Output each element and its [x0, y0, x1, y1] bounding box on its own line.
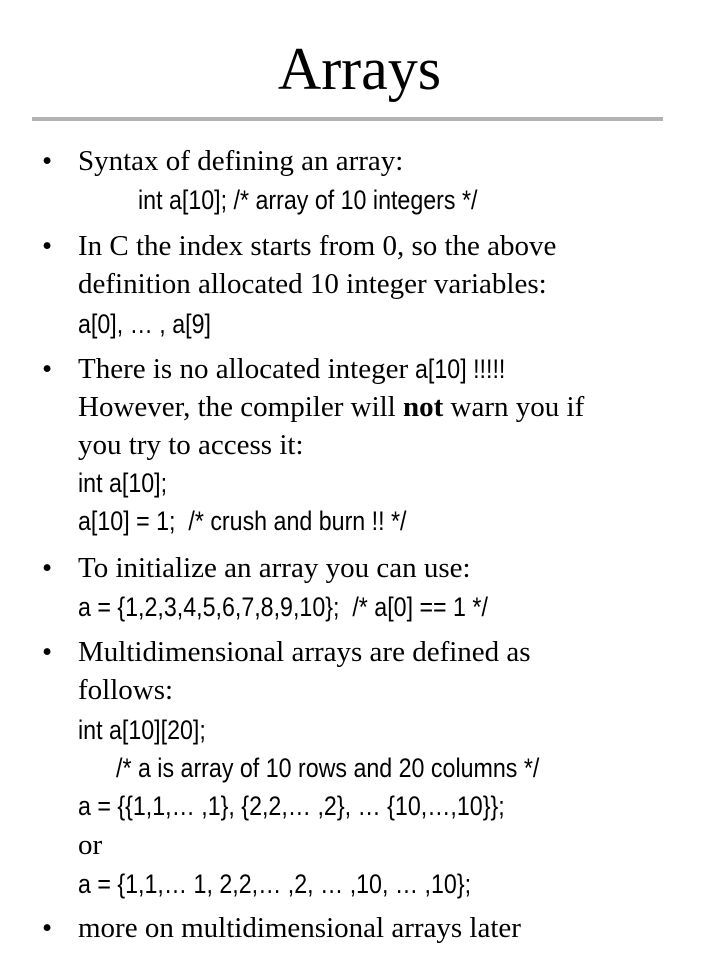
bullet-5-line-1: Multidimensional arrays are defined as — [78, 636, 531, 668]
bullet-2-line-2: definition allocated 10 integer variables: — [78, 268, 547, 300]
bullet-4-code: a = {1,2,3,4,5,6,7,8,9,10}; /* a[0] == 1 */ — [78, 592, 488, 622]
bullet-3-line-1 — [78, 352, 520, 386]
bullet-3-line-2-pre: However, the compiler will — [78, 391, 396, 423]
bullet-2-code: a[0], … , a[9] — [78, 309, 211, 339]
bullet-2-line-1: In C the index starts from 0, so the above — [78, 230, 557, 262]
title-divider — [32, 117, 663, 121]
bullet-1-code: int a[10]; /* array of 10 integers */ — [138, 185, 478, 215]
bullet-3-emphasis: not — [403, 391, 444, 423]
bullet-1-marker: • — [42, 145, 53, 177]
slide-title: Arrays — [277, 36, 442, 102]
bullet-2-marker: • — [42, 230, 53, 262]
bullet-5-code-2: /* a is array of 10 rows and 20 columns */ — [116, 753, 540, 783]
bullet-5-marker: • — [42, 636, 53, 668]
bullet-5-code-3: a = {{1,1,… ,1}, {2,2,… ,2}, … {10,…,10}}; — [78, 791, 505, 821]
bullet-5-code-4: a = {1,1,… 1, 2,2,… ,2, … ,10, … ,10}; — [78, 869, 472, 899]
bullet-1-text: Syntax of defining an array: — [78, 145, 404, 177]
bullet-4-text: To initialize an array you can use: — [78, 552, 471, 584]
bullet-3-code-2: a[10] = 1; /* crush and burn !! */ — [78, 506, 407, 536]
bullet-3-line-2-post: warn you if — [450, 391, 585, 423]
bullet-3-line-3: you try to access it: — [78, 429, 304, 461]
bullet-3-line-1-text: There is no allocated integer — [78, 353, 409, 385]
bullet-3-line-1-code: a[10] !!!!! — [415, 354, 506, 384]
bullet-3-line-2 — [78, 390, 584, 424]
bullet-3-marker: • — [42, 353, 53, 385]
bullet-3-code-1: int a[10]; — [78, 468, 168, 498]
bullet-6-marker: • — [42, 912, 53, 944]
bullet-5-line-2: follows: — [78, 674, 174, 706]
bullet-6-text: more on multidimensional arrays later — [78, 912, 521, 944]
bullet-5-code-1: int a[10][20]; — [78, 715, 206, 745]
bullet-4-marker: • — [42, 552, 53, 584]
bullet-5-or: or — [78, 829, 103, 861]
